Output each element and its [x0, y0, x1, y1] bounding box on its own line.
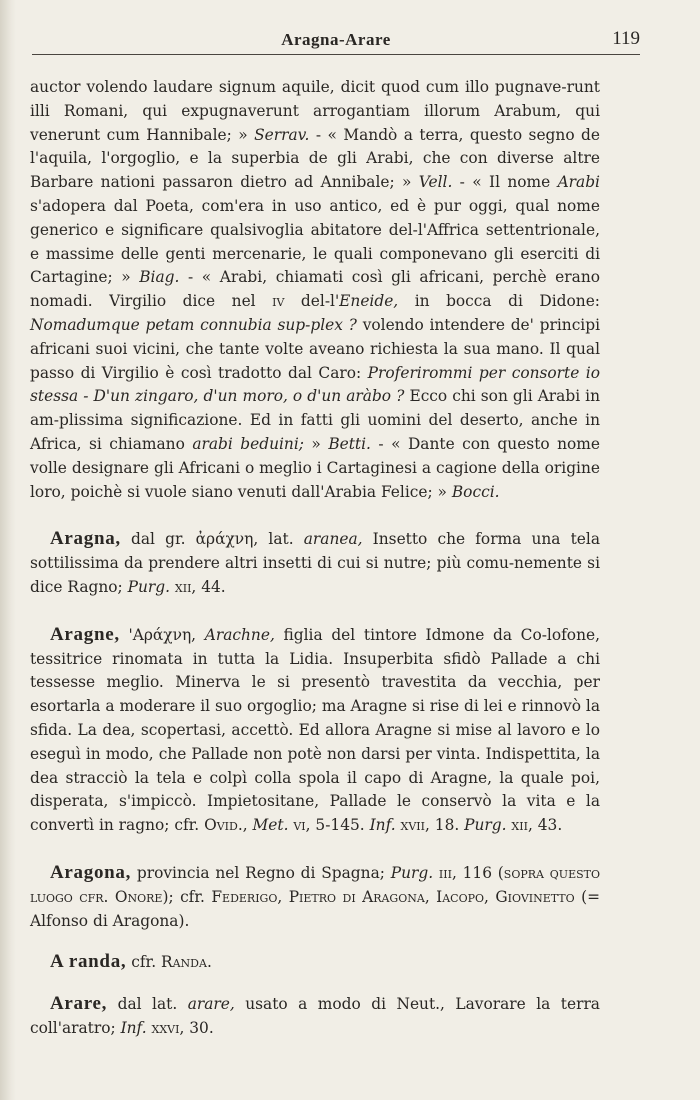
text-run: Ecco chi son gli Arabi in am-plissima significazione. Ed in fatti gli uomini del deserto, anche in Africa, si chiamano [30, 387, 601, 453]
text-run: , [484, 887, 496, 906]
page-number: 119 [612, 28, 640, 49]
entry-a-randa [30, 950, 600, 975]
citation: Betti. [328, 434, 371, 453]
citation: Vell. [418, 173, 453, 192]
text-run: dal gr. ἀράχνη, lat. [120, 530, 304, 549]
headword: Aragona, [50, 861, 132, 883]
author-name: Ovid. [204, 816, 243, 835]
cross-reference: Iacopo [436, 887, 485, 906]
latin-term: aranea, [303, 530, 363, 549]
headword: Arare, [50, 993, 108, 1015]
text-run: volendo intendere de' principi africani suoi vicini, che tante volte aveano richiesta la sua mano. Il qual passo di Virgilio è così tradotto dal Caro: [30, 315, 601, 382]
text-run: figlia del tintore Idmone da Co-lofone, tessitrice rinomata in tutta la Lidia. Insuperbita sfidò Pallade a chi tessesse meglio. Minerva le si presentò travestita da vecchia, per esortarla a moderare il suo orgoglio; ma Aragne si rise di lei e rinnovò la sfida. La dea, scopertasi, accettò. Ed allora Aragne si mise al lavoro e lo eseguì in modo, che Pallade non potè non darsi per vinta. Indispettita, la dea stracciò la tela e colpì colla spola il capo di Aragne, la quale poi, disperata, s'impiccò. Impietositane, Pallade le conservò la vita e la convertì in ragno; cfr. [30, 625, 600, 835]
text-run: . [206, 953, 212, 972]
cross-reference: Onore [114, 887, 163, 906]
latin-term: arare, [187, 995, 235, 1014]
page-body [30, 76, 600, 1041]
text-run: , [277, 887, 289, 906]
citation: Inf. [120, 1018, 147, 1037]
text-run: - « Mandò a terra, questo segno de l'aquila, l'orgoglio, e la superbia de gli Arabi, che con diverse altre Barbare nationi passaron dietro ad Annibale; » [30, 125, 600, 192]
latin-quote: Nomadumque petam connubia sup-plex ? [30, 315, 357, 334]
citation-number: xii, 43. [506, 816, 563, 835]
citation-number: xii, 44. [170, 577, 226, 596]
citation: Purg. [464, 816, 507, 835]
work-title: Eneide, [339, 292, 399, 311]
entry-aragona [30, 861, 600, 933]
text-run: - « Il nome [452, 173, 558, 192]
text-run: - « Arabi, chiamati così gli africani, perchè erano nomadi. Virgilio dice nel [30, 268, 600, 311]
cross-reference: Federigo [211, 887, 278, 906]
citation: Serrav. [254, 125, 310, 144]
citation: Inf. [369, 816, 396, 835]
caro-quote: Proferirommi per consorte io stessa - D'un zingaro, d'un moro, o d'un aràbo ? [30, 363, 600, 406]
citation: Purg. [127, 577, 170, 596]
citation-number: xxvi, 30. [146, 1018, 214, 1037]
text-run: s'adopera dal Poeta, com'era in uso antico, ed è pur oggi, qual nome generico e significare qualsivoglia abitatore del-l'Affrica settentrionale, e massime delle genti mercenarie, le quali componevano gli eserciti di Cartagine; » [30, 196, 600, 287]
citation: Purg. [390, 863, 434, 882]
text-run: ); cfr. [162, 887, 212, 906]
book-numeral: iv [272, 292, 285, 311]
text-run: cfr. [126, 953, 162, 972]
text-run: provincia nel Regno di Spagna; [131, 863, 391, 882]
text-run: iii, 116 (sopra questo luogo cfr. [30, 863, 600, 906]
text-run: usato a modo di Neut., Lavorare la terra coll'aratro; [30, 995, 600, 1037]
text-run: - « Dante con questo nome volle designare gli Africani o meglio i Cartaginesi a cagione della origine loro, poichè si vuole siano venuti dall'Arabia Felice; » [30, 434, 601, 501]
page-gutter-shadow [0, 0, 16, 1100]
text-run: » [303, 434, 329, 453]
headword: A randa, [50, 951, 127, 973]
headword: Aragna, [50, 528, 121, 550]
citation-number: vi, 5-145. [288, 816, 370, 835]
page-header [32, 26, 640, 55]
cross-reference: Pietro di Aragona [288, 887, 425, 906]
entry-aragne [30, 623, 600, 838]
emphasis: Arabi [557, 173, 600, 192]
citation: Met. [252, 816, 289, 835]
citation: Bocci. [451, 482, 500, 501]
text-run: (= Alfonso di Aragona). [30, 887, 600, 930]
intro-paragraph [30, 76, 600, 504]
entry-aragna [30, 527, 600, 599]
cross-reference: Giovinetto [495, 887, 575, 906]
cross-reference: Randa [161, 953, 207, 972]
text-run: dal lat. [107, 995, 188, 1014]
citation: Biag. [139, 268, 180, 287]
text-run: , [242, 816, 253, 835]
emphasis: arabi beduini; [192, 434, 304, 453]
text-run: 'Αράχνη, [119, 625, 205, 644]
headword: Aragne, [50, 623, 120, 645]
latin-term: Arachne, [204, 625, 275, 644]
text-run: , [424, 887, 437, 906]
running-head: Aragna-Arare [281, 30, 391, 49]
citation-number: xvii, 18. [395, 816, 465, 835]
text-run: in bocca di Didone: [398, 292, 600, 311]
text-run: auctor volendo laudare signum aquile, dicit quod cum illo pugnave-runt illi Romani, qui expugnaverunt arrogantiam illorum Arabum, qui venerunt cum Hannibale; » [30, 78, 600, 144]
text-run: Insetto che forma una tela sottilissima da prendere altri insetti di cui si nutre; più comu-nemente si dice Ragno; [30, 530, 600, 596]
text-run: del-l' [284, 292, 340, 311]
entry-arare [30, 992, 600, 1041]
